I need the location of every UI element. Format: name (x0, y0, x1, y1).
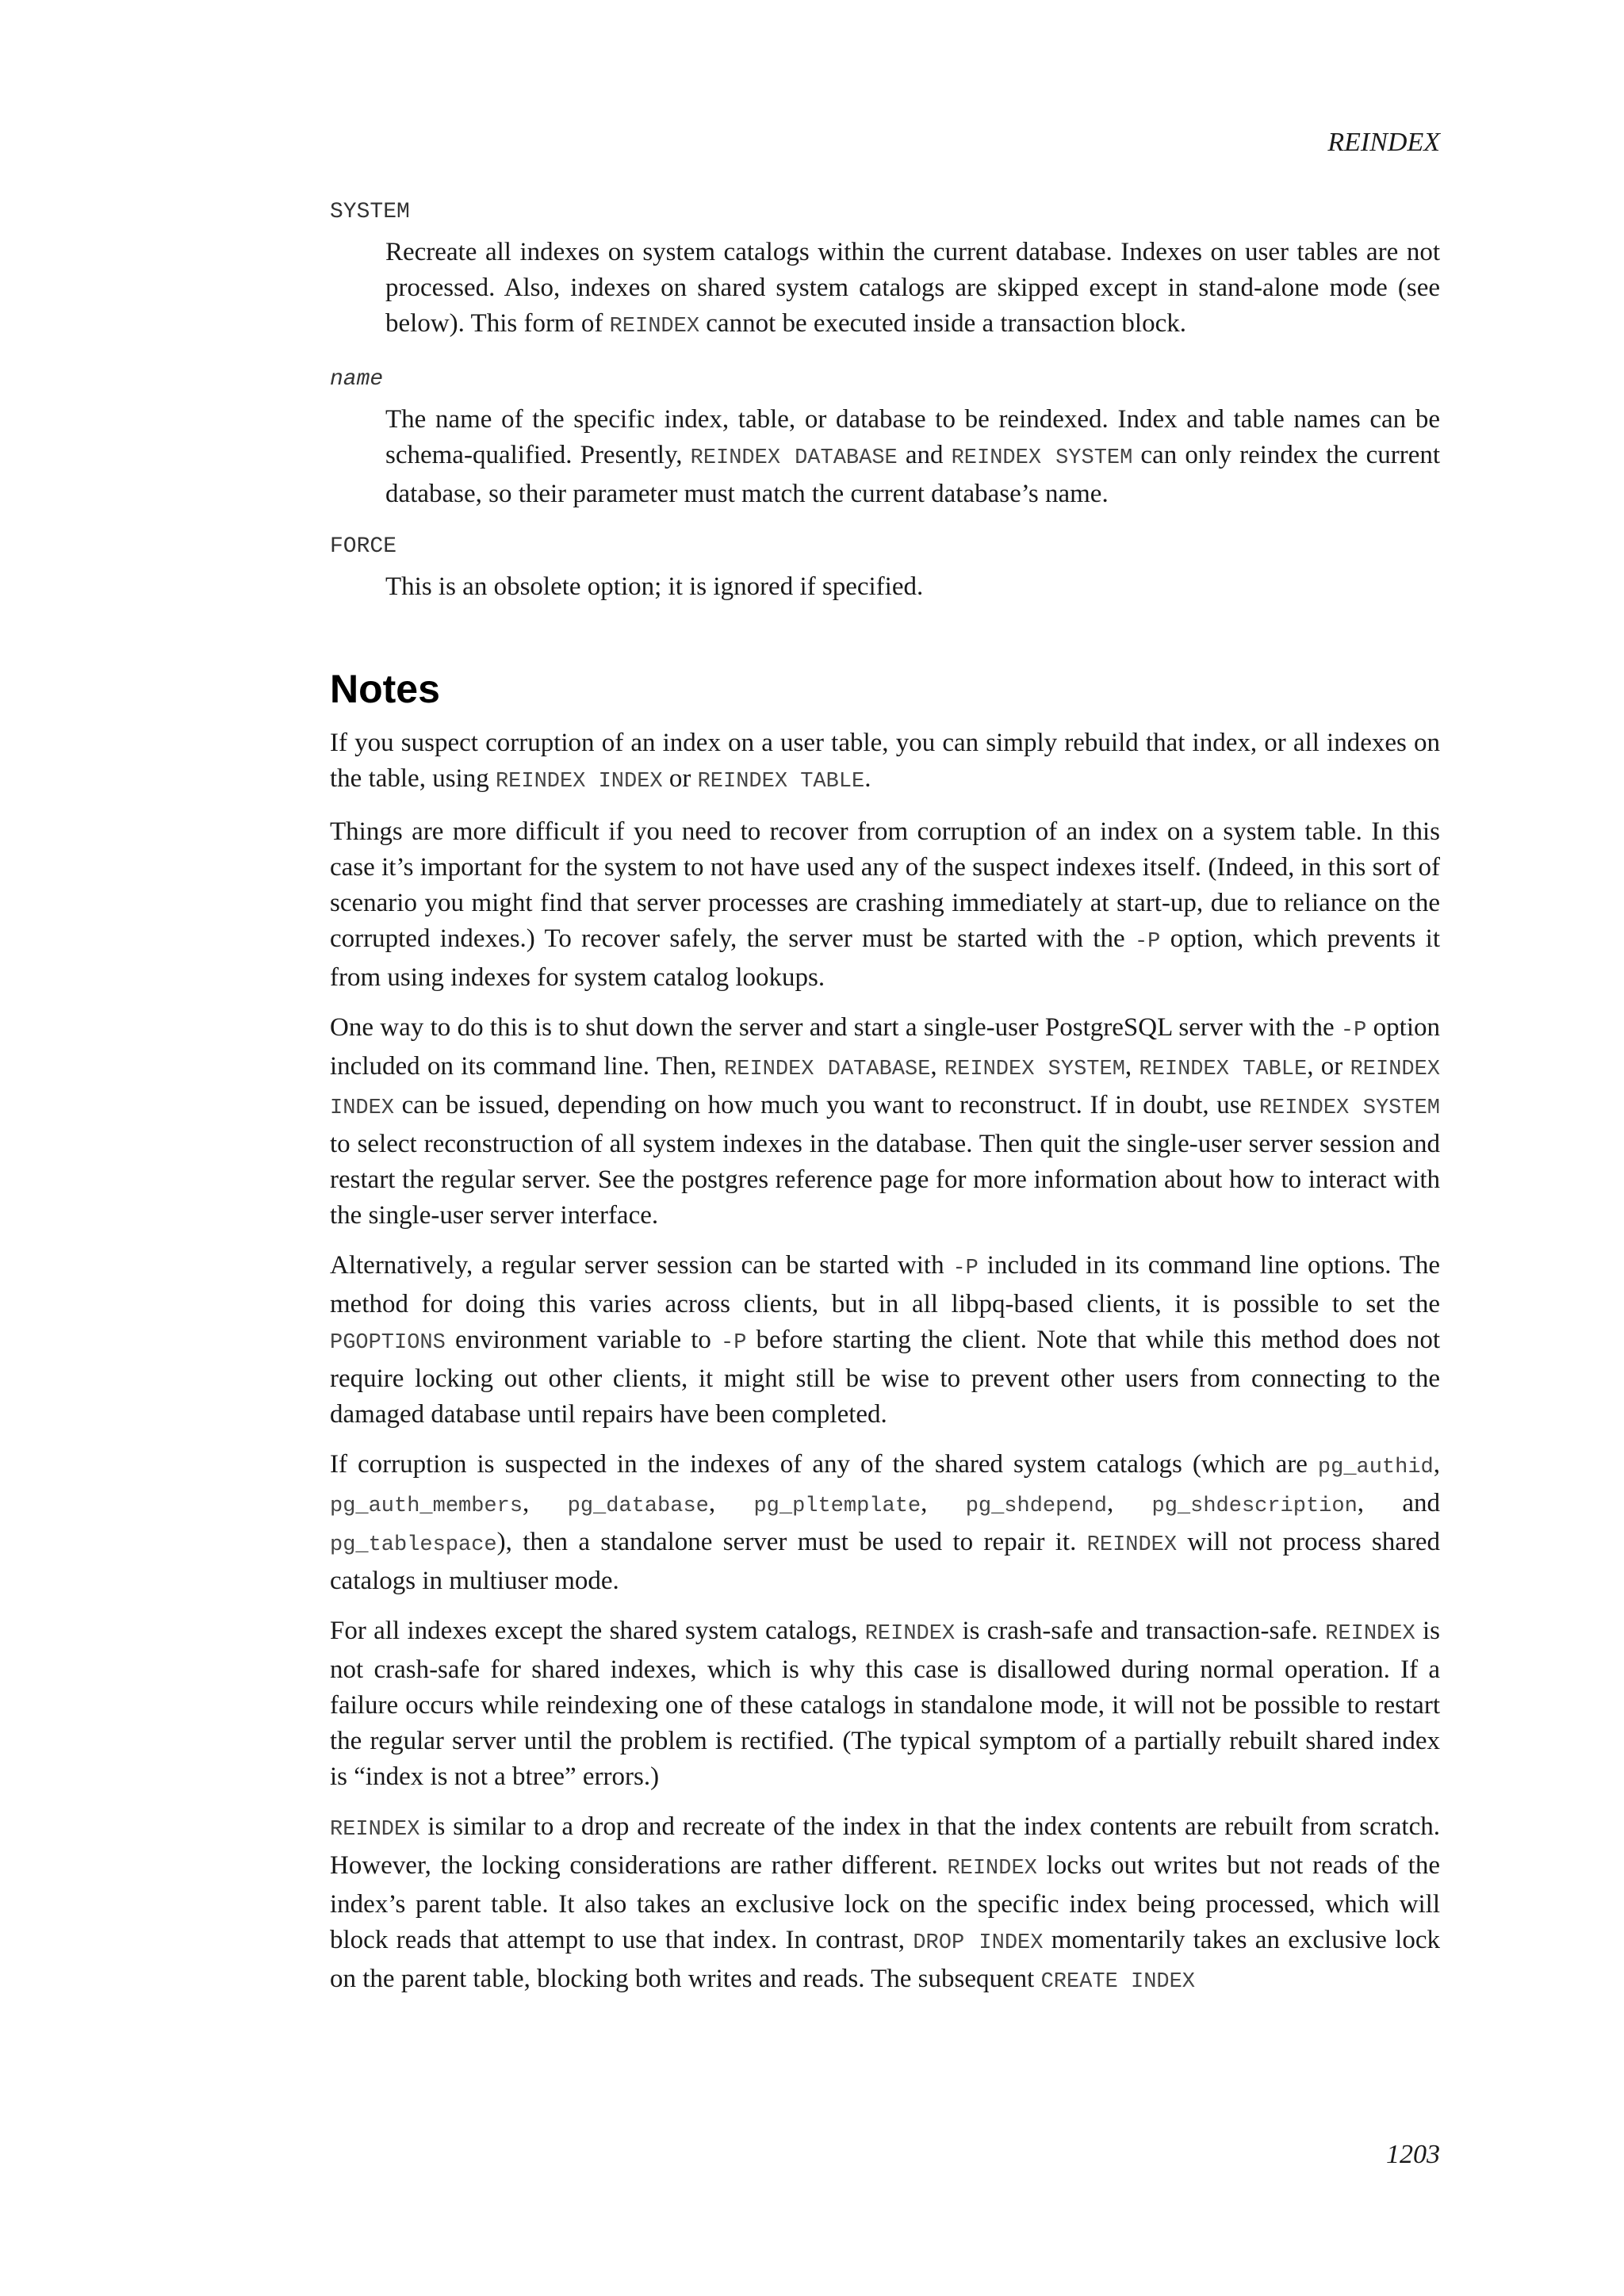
text-run: option, which prevents it from using indexes for system catalog lookups. (330, 924, 1440, 992)
section-title-notes: Notes (330, 667, 440, 711)
inline-code: REINDEX SYSTEM (944, 1058, 1125, 1081)
text-run: locks out writes but not reads of the index’s parent table. It also takes an exclusive lock on the specific index being processed, which will block reads that attempt to use that index. In contrast, (330, 1851, 1440, 1954)
inline-code: REINDEX SYSTEM (951, 446, 1133, 470)
text-run: This is an obsolete option; it is ignored if specified. (385, 572, 924, 601)
inline-code: REINDEX DATABASE (690, 446, 898, 470)
inline-code: REINDEX (609, 315, 700, 339)
text-run: ), then a standalone server must be used to repair it. (496, 1528, 1087, 1556)
text-run: is crash-safe and transaction-safe. (955, 1617, 1326, 1645)
text-run: can only reindex the current database, so their parameter must match the current database’s name. (385, 441, 1441, 508)
inline-code: pg_database (567, 1494, 709, 1518)
parameter-entry (330, 197, 1440, 345)
inline-code: REINDEX TABLE (1139, 1058, 1308, 1081)
inline-code: REINDEX (1086, 1533, 1178, 1557)
inline-code: DROP INDEX (913, 1931, 1044, 1955)
notes-paragraph (330, 1447, 1440, 1599)
param-term: name (330, 367, 384, 392)
notes-paragraph (330, 725, 1440, 800)
inline-code: REINDEX DATABASE (724, 1058, 931, 1081)
notes-paragraph (330, 814, 1440, 996)
text-run: Things are more difficult if you need to recover from corruption of an index on a system table. In this case it’s important for the system to not have used any of the suspect indexes itself. (Indeed, in this sort of scenario you might find that server processes are crashing immediately at start-up, due to reliance on the corrupted indexes.) To recover safely, the server must be started with the (330, 817, 1440, 953)
inline-code: REINDEX INDEX (495, 770, 663, 794)
text-run: , (921, 1489, 966, 1517)
notes-paragraph (330, 1248, 1440, 1433)
text-run: can be issued, depending on how much you want to reconstruct. If in doubt, use (394, 1091, 1259, 1119)
page-number: 1203 (1386, 2140, 1440, 2169)
text-run: , (1433, 1450, 1440, 1479)
text-run: to select reconstruction of all system indexes in the database. Then quit the single-user server session and restart the regular server. See the postgres reference page for more information about how to interact with the single-user server interface. (330, 1130, 1440, 1230)
text-run: If you suspect corruption of an index on a user table, you can simply rebuild that index, or all indexes on the table, using (330, 729, 1440, 793)
text-run: , (708, 1489, 754, 1517)
notes-paragraph (330, 1613, 1440, 1795)
notes-paragraph (330, 1010, 1440, 1234)
inline-code: -P (952, 1257, 979, 1280)
inline-code: pg_shdescription (1151, 1494, 1358, 1518)
inline-code: REINDEX (947, 1857, 1037, 1881)
param-term: FORCE (330, 534, 397, 559)
inline-code: -P (1134, 930, 1161, 954)
inline-code: pg_auth_members (330, 1494, 523, 1518)
text-run: or (662, 764, 698, 793)
text-run: option included on its command line. Then, (330, 1013, 1440, 1081)
inline-code: CREATE INDEX (1040, 1970, 1196, 1994)
text-run: , (1124, 1052, 1139, 1081)
text-run: momentarily takes an exclusive lock on the parent table, blocking both writes and reads. The subsequent (330, 1926, 1440, 1993)
inline-code: REINDEX TABLE (697, 770, 865, 794)
text-run: One way to do this is to shut down the server and start a single-user PostgreSQL server with the (330, 1013, 1341, 1042)
text-run: Recreate all indexes on system catalogs within the current database. Indexes on user tables are not processed. Also, indexes on shared system catalogs are skipped except in stand-alone mode (see below). This form of (385, 238, 1440, 338)
inline-code: PGOPTIONS (330, 1331, 446, 1355)
inline-code: REINDEX (1325, 1622, 1415, 1646)
text-run: is similar to a drop and recreate of the index in that the index contents are rebuilt from scratch. However, the locking considerations are rather different. (330, 1812, 1440, 1880)
inline-code: pg_tablespace (330, 1533, 497, 1557)
text-run: If corruption is suspected in the indexes of any of the shared system catalogs (which are (330, 1450, 1318, 1479)
notes-body (330, 725, 1440, 2000)
text-run: , and (1357, 1489, 1441, 1517)
param-description (385, 402, 1440, 512)
text-run: will not process shared catalogs in multiuser mode. (330, 1528, 1440, 1595)
text-run: before starting the client. Note that while this method does not require locking out other clients, it might still be wise to prevent other users from connecting to the damaged database until repairs have been completed. (330, 1326, 1440, 1429)
text-run: , (1106, 1489, 1152, 1517)
text-run: . (864, 764, 871, 793)
notes-paragraph (330, 1809, 1440, 2000)
text-run: Alternatively, a regular server session can be started with (330, 1251, 953, 1280)
parameter-entry (330, 531, 1440, 605)
inline-code: REINDEX INDEX (330, 1058, 1441, 1120)
inline-code: REINDEX (864, 1622, 956, 1646)
text-run: , (930, 1052, 944, 1081)
text-run: is not crash-safe for shared indexes, which is why this case is disallowed during normal operation. If a failure occurs while reindexing one of these catalogs in standalone mode, it will not be possible to restart the regular server until the problem is rectified. (The typical symptom of a partially rebuilt shared index is “index is not a btree” errors.) (330, 1617, 1440, 1791)
param-description (385, 235, 1440, 345)
text-run: The name of the specific index, table, or database to be reindexed. Index and table names can be schema-qualified. Presently, (385, 405, 1440, 469)
inline-code: -P (1340, 1019, 1367, 1043)
inline-code: -P (721, 1331, 747, 1355)
inline-code: pg_pltemplate (753, 1494, 921, 1518)
inline-code: pg_shdepend (965, 1494, 1107, 1518)
text-run: For all indexes except the shared system catalogs, (330, 1617, 865, 1645)
parameter-entry (330, 364, 1440, 512)
text-run: cannot be executed inside a transaction block. (699, 309, 1186, 338)
parameter-list (330, 197, 1440, 605)
inline-code: pg_authid (1317, 1456, 1434, 1479)
param-term: SYSTEM (330, 200, 410, 224)
running-header: REINDEX (1327, 128, 1440, 157)
text-run: and (897, 441, 952, 469)
inline-code: REINDEX (330, 1818, 420, 1842)
text-run: environment variable to (445, 1326, 721, 1354)
inline-code: REINDEX SYSTEM (1258, 1096, 1440, 1120)
param-description (385, 569, 1440, 605)
text-run: included in its command line options. The method for doing this varies across clients, but in all libpq-based clients, it is possible to set the (330, 1251, 1441, 1318)
text-run: , or (1307, 1052, 1350, 1081)
page-content (330, 197, 1440, 2015)
text-run: , (523, 1489, 568, 1517)
